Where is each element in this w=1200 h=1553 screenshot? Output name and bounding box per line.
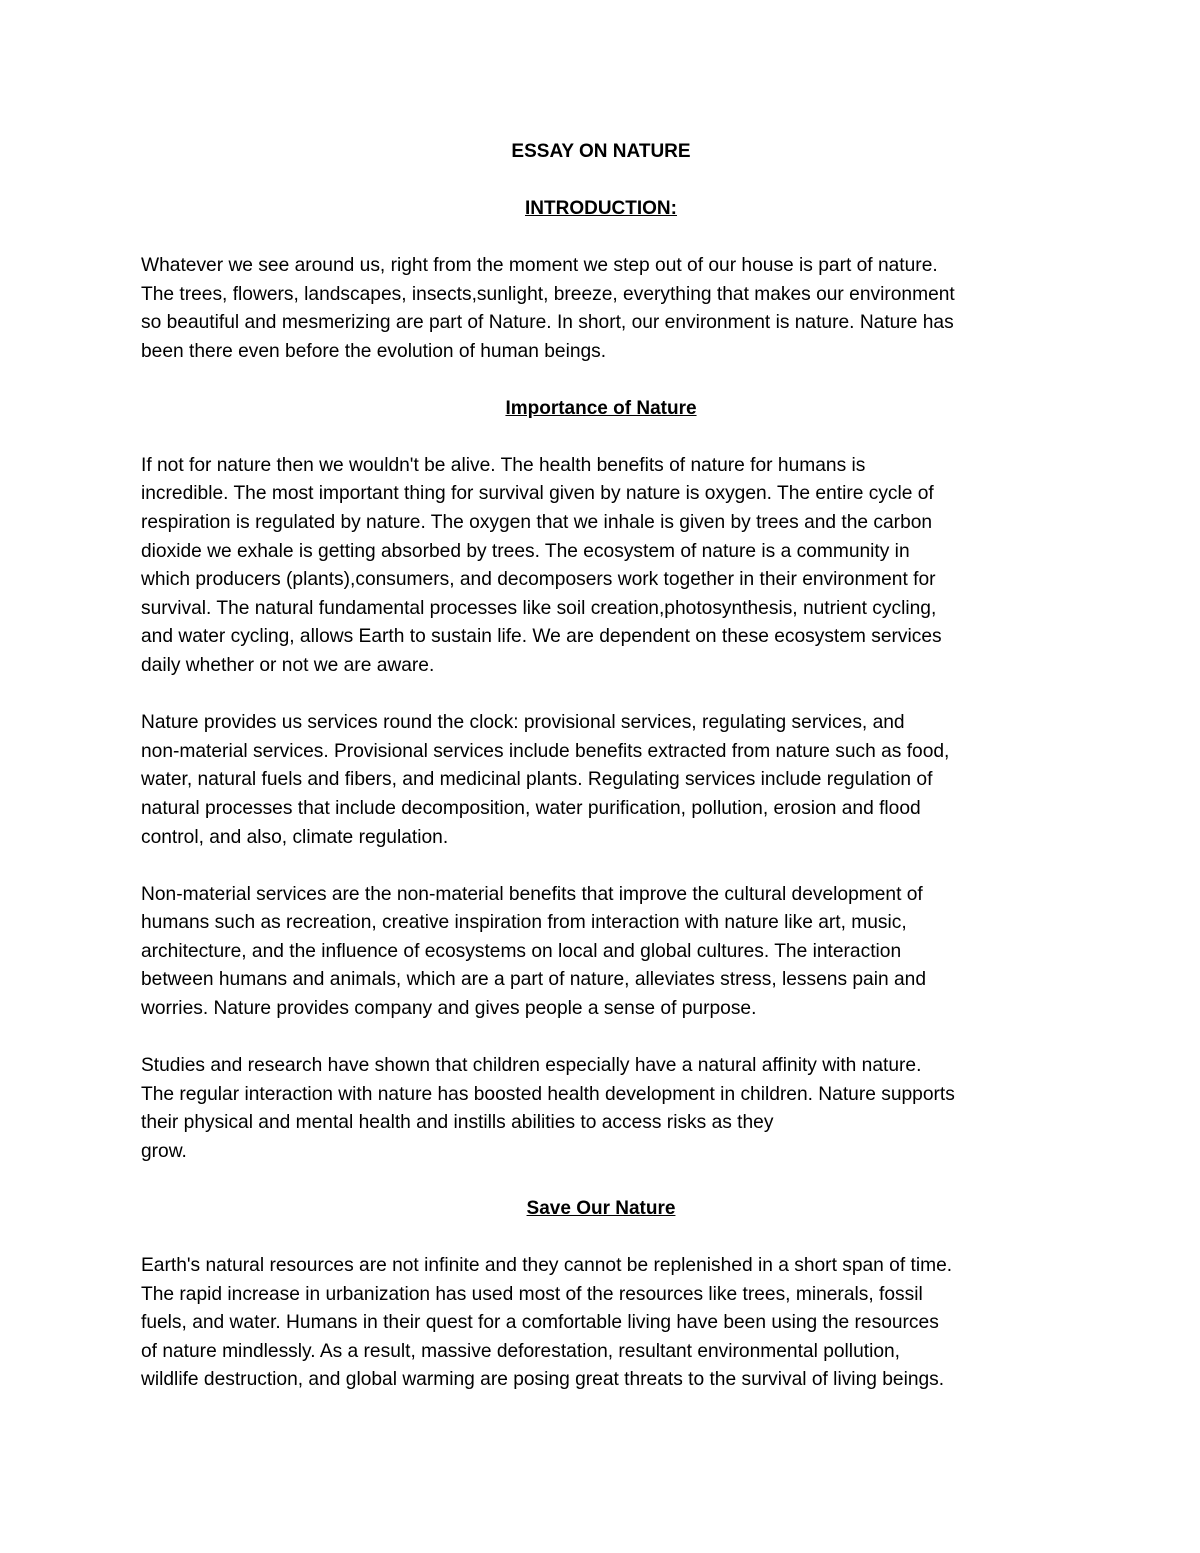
- section-importance: [141, 452, 1061, 1167]
- text-line: control, and also, climate regulation.: [141, 826, 449, 848]
- text-line: their physical and mental health and instills abilities to access risks as they: [141, 1112, 774, 1134]
- section-heading-introduction: INTRODUCTION:: [525, 198, 677, 219]
- text-line: non-material services. Provisional services include benefits extracted from nature such as food,: [141, 740, 950, 762]
- text-line: daily whether or not we are aware.: [141, 655, 435, 677]
- text-line: survival. The natural fundamental processes like soil creation,photosynthesis, nutrient cycling,: [141, 597, 937, 619]
- text-line: The trees, flowers, landscapes, insects,sunlight, breeze, everything that makes our environment: [141, 283, 955, 305]
- text-line: architecture, and the influence of ecosystems on local and global cultures. The interaction: [141, 940, 902, 962]
- text-line: The rapid increase in urbanization has used most of the resources like trees, minerals, fossil: [141, 1283, 923, 1305]
- text-line: respiration is regulated by nature. The oxygen that we inhale is given by trees and the carbon: [141, 512, 933, 534]
- section-save: [141, 1252, 1061, 1395]
- paragraph: [141, 452, 1061, 681]
- text-line: grow.: [141, 1140, 187, 1162]
- paragraph: [141, 1052, 1061, 1166]
- text-line: wildlife destruction, and global warming are posing great threats to the survival of living beings.: [141, 1369, 945, 1391]
- text-line: worries. Nature provides company and gives people a sense of purpose.: [141, 997, 757, 1019]
- text-line: dioxide we exhale is getting absorbed by trees. The ecosystem of nature is a community in: [141, 540, 910, 562]
- text-line: incredible. The most important thing for survival given by nature is oxygen. The entire cycle of: [141, 483, 934, 505]
- text-line: The regular interaction with nature has boosted health development in children. Nature supports: [141, 1083, 955, 1105]
- text-line: humans such as recreation, creative inspiration from interaction with nature like art, music,: [141, 912, 907, 934]
- text-line: Non-material services are the non-material benefits that improve the cultural development of: [141, 883, 923, 905]
- text-line: and water cycling, allows Earth to sustain life. We are dependent on these ecosystem services: [141, 626, 942, 648]
- text-line: If not for nature then we wouldn't be alive. The health benefits of nature for humans is: [141, 454, 866, 476]
- section-heading-importance: Importance of Nature: [505, 397, 697, 419]
- text-line: of nature mindlessly. As a result, massive deforestation, resultant environmental pollution,: [141, 1340, 901, 1362]
- document-page: [141, 138, 1061, 1395]
- text-line: natural processes that include decomposition, water purification, pollution, erosion and flood: [141, 797, 921, 819]
- text-line: been there even before the evolution of human beings.: [141, 340, 607, 362]
- text-line: Nature provides us services round the clock: provisional services, regulating services, and: [141, 712, 905, 734]
- section-heading-save: Save Our Nature: [526, 1197, 676, 1219]
- section-introduction: [141, 252, 1061, 366]
- text-line: water, natural fuels and fibers, and medicinal plants. Regulating services include regulation of: [141, 769, 933, 791]
- text-line: Studies and research have shown that children especially have a natural affinity with nature.: [141, 1055, 922, 1077]
- text-line: between humans and animals, which are a part of nature, alleviates stress, lessens pain and: [141, 969, 927, 991]
- text-line: which producers (plants),consumers, and decomposers work together in their environment for: [141, 569, 936, 591]
- text-line: Earth's natural resources are not infinite and they cannot be replenished in a short span of time.: [141, 1254, 953, 1276]
- paragraph: [141, 709, 1061, 852]
- paragraph: [141, 252, 1061, 366]
- text-line: so beautiful and mesmerizing are part of Nature. In short, our environment is nature. Nature has: [141, 312, 954, 334]
- text-line: fuels, and water. Humans in their quest for a comfortable living have been using the resources: [141, 1312, 939, 1334]
- paragraph: [141, 1252, 1061, 1395]
- page-title: ESSAY ON NATURE: [511, 141, 691, 162]
- paragraph: [141, 881, 1061, 1024]
- text-line: Whatever we see around us, right from the moment we step out of our house is part of nature.: [141, 255, 938, 276]
